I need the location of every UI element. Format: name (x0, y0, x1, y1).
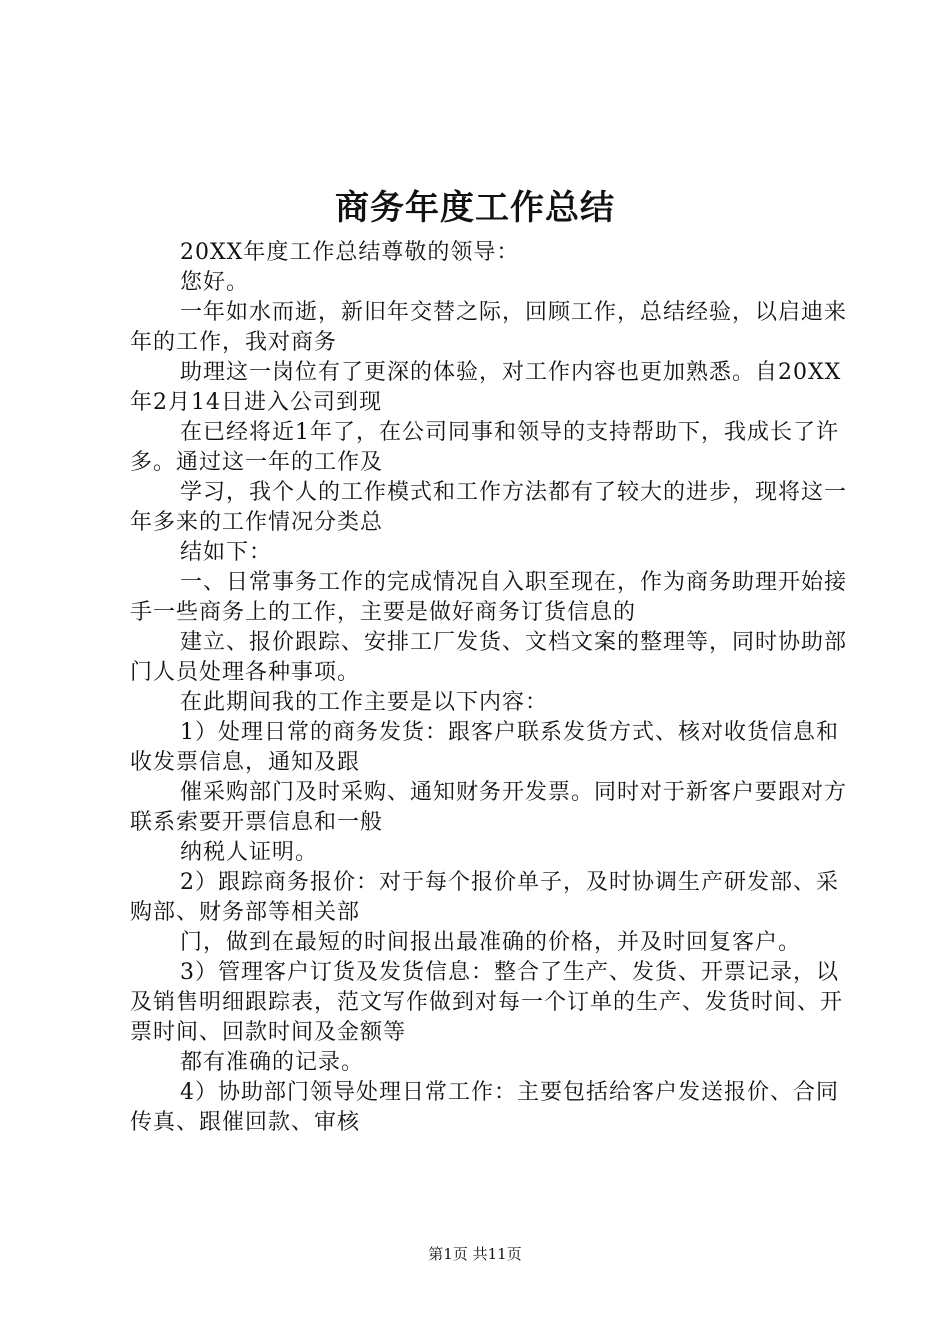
paragraph: 建立、报价跟踪、安排工厂发货、文档文案的整理等，同时协助部门人员处理各种事项。 (130, 630, 848, 685)
paragraph: 门，做到在最短的时间报出最准确的价格，并及时回复客户。 (180, 930, 802, 955)
document-title: 商务年度工作总结 (335, 188, 615, 228)
paragraph: 1）处理日常的商务发货：跟客户联系发货方式、核对收货信息和收发票信息，通知及跟 (130, 720, 839, 775)
paragraph: 您好。 (180, 270, 250, 295)
paragraph: 学习，我个人的工作模式和工作方法都有了较大的进步，现将这一年多来的工作情况分类总 (130, 480, 848, 535)
paragraph: 助理这一岗位有了更深的体验，对工作内容也更加熟悉。自20XX年2月14日进入公司到现 (130, 360, 842, 415)
document-body (130, 238, 855, 1138)
paragraph: 在此期间我的工作主要是以下内容： (180, 690, 549, 715)
paragraph: 3）管理客户订货及发货信息：整合了生产、发货、开票记录，以及销售明细跟踪表，范文写作做到对每一个订单的生产、发货时间、开票时间、回款时间及金额等 (130, 960, 844, 1045)
paragraph: 催采购部门及时采购、通知财务开发票。同时对于新客户要跟对方联系索要开票信息和一般 (130, 780, 848, 835)
paragraph: 20XX年度工作总结尊敬的领导： (180, 240, 520, 265)
paragraph: 在已经将近1年了，在公司同事和领导的支持帮助下，我成长了许多。通过这一年的工作及 (130, 420, 839, 475)
paragraph: 纳税人证明。 (180, 840, 319, 865)
paragraph: 4）协助部门领导处理日常工作：主要包括给客户发送报价、合同传真、跟催回款、审核 (130, 1080, 839, 1135)
paragraph: 2）跟踪商务报价：对于每个报价单子，及时协调生产研发部、采购部、财务部等相关部 (130, 870, 839, 925)
paragraph: 结如下： (180, 540, 273, 565)
paragraph: 都有准确的记录。 (180, 1050, 365, 1075)
paragraph: 一、日常事务工作的完成情况自入职至现在，作为商务助理开始接手一些商务上的工作，主要是做好商务订货信息的 (130, 570, 848, 625)
paragraph: 一年如水而逝，新旧年交替之际，回顾工作，总结经验，以启迪来年的工作，我对商务 (130, 300, 848, 355)
page-number: 第1页 共11页 (428, 1245, 522, 1263)
